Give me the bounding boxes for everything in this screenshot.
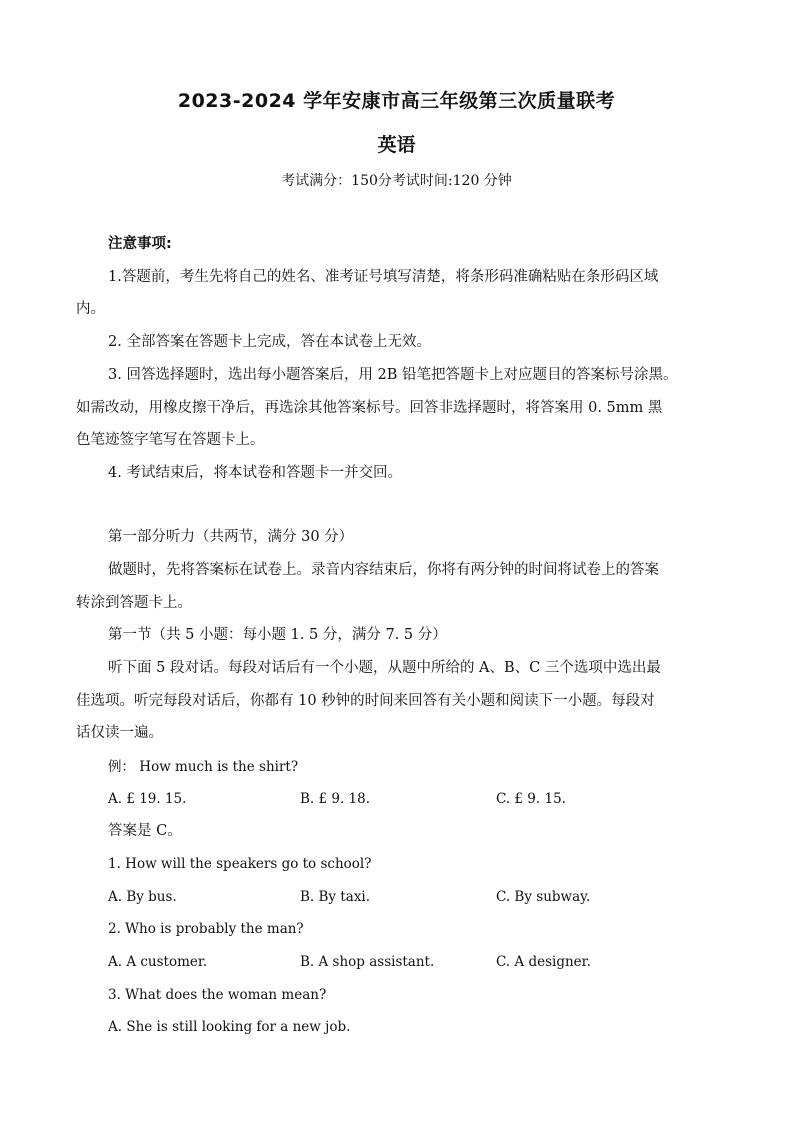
example-option-b: B. £ 9. 18.	[300, 791, 371, 807]
notice-item-3-line-3: 色笔迹签字笔写在答题卡上。	[76, 432, 265, 448]
example-option-a: A. £ 19. 15.	[108, 791, 187, 807]
question-3-option-a: A. She is still looking for a new job.	[108, 1019, 351, 1035]
example-prompt: 例： How much is the shirt?	[108, 759, 299, 775]
section1-instructions-line-1: 听下面 5 段对话。每段对话后有一个小题，从题中所给的 A、B、C 三个选项中选出最	[108, 660, 661, 676]
notice-item-1-line-2: 内。	[76, 301, 105, 317]
section1-instructions-line-3: 话仅读一遍。	[76, 725, 163, 741]
question-2-option-b: B. A shop assistant.	[300, 954, 435, 970]
part1-intro-line-2: 转涂到答题卡上。	[76, 595, 192, 611]
example-option-c: C. £ 9. 15.	[496, 791, 566, 807]
question-3: 3. What does the woman mean?	[108, 987, 327, 1003]
question-1-option-b: B. By taxi.	[300, 889, 371, 905]
exam-title: 2023-2024 学年安康市高三年级第三次质量联考	[177, 90, 616, 112]
notice-heading: 注意事项:	[108, 236, 172, 252]
question-2-option-a: A. A customer.	[108, 954, 208, 970]
notice-item-3-line-1: 3. 回答选择题时，选出每小题答案后，用 2B 铅笔把答题卡上对应题目的答案标号涂黑。	[108, 367, 678, 383]
part1-intro-line-1: 做题时，先将答案标在试卷上。录音内容结束后，你将有两分钟的时间将试卷上的答案	[108, 562, 659, 578]
question-1-option-c: C. By subway.	[496, 889, 591, 905]
notice-item-1-line-1: 1.答题前，考生先将自己的姓名、准考证号填写清楚，将条形码准确粘贴在条形码区域	[108, 269, 659, 285]
question-2-option-c: C. A designer.	[496, 954, 591, 970]
example-answer: 答案是 C。	[108, 823, 182, 839]
notice-item-4: 4. 考试结束后，将本试卷和答题卡一并交回。	[108, 465, 402, 481]
notice-item-3-line-2: 如需改动，用橡皮擦干净后，再选涂其他答案标号。回答非选择题时，将答案用 0. 5mm 黑	[76, 400, 663, 416]
section1-heading: 第一节（共 5 小题：每小题 1. 5 分，满分 7. 5 分）	[108, 627, 447, 643]
section1-instructions-line-2: 佳选项。听完每段对话后，你都有 10 秒钟的时间来回答有关小题和阅读下一小题。每段对	[76, 693, 655, 709]
question-1: 1. How will the speakers go to school?	[108, 856, 372, 872]
notice-item-2: 2. 全部答案在答题卡上完成，答在本试卷上无效。	[108, 334, 431, 350]
question-1-option-a: A. By bus.	[108, 889, 177, 905]
exam-info: 考试满分：150分考试时间:120 分钟	[281, 173, 512, 189]
question-2: 2. Who is probably the man?	[108, 921, 304, 937]
part1-heading: 第一部分听力（共两节，满分 30 分）	[108, 529, 354, 545]
subject-title: 英语	[377, 134, 416, 156]
